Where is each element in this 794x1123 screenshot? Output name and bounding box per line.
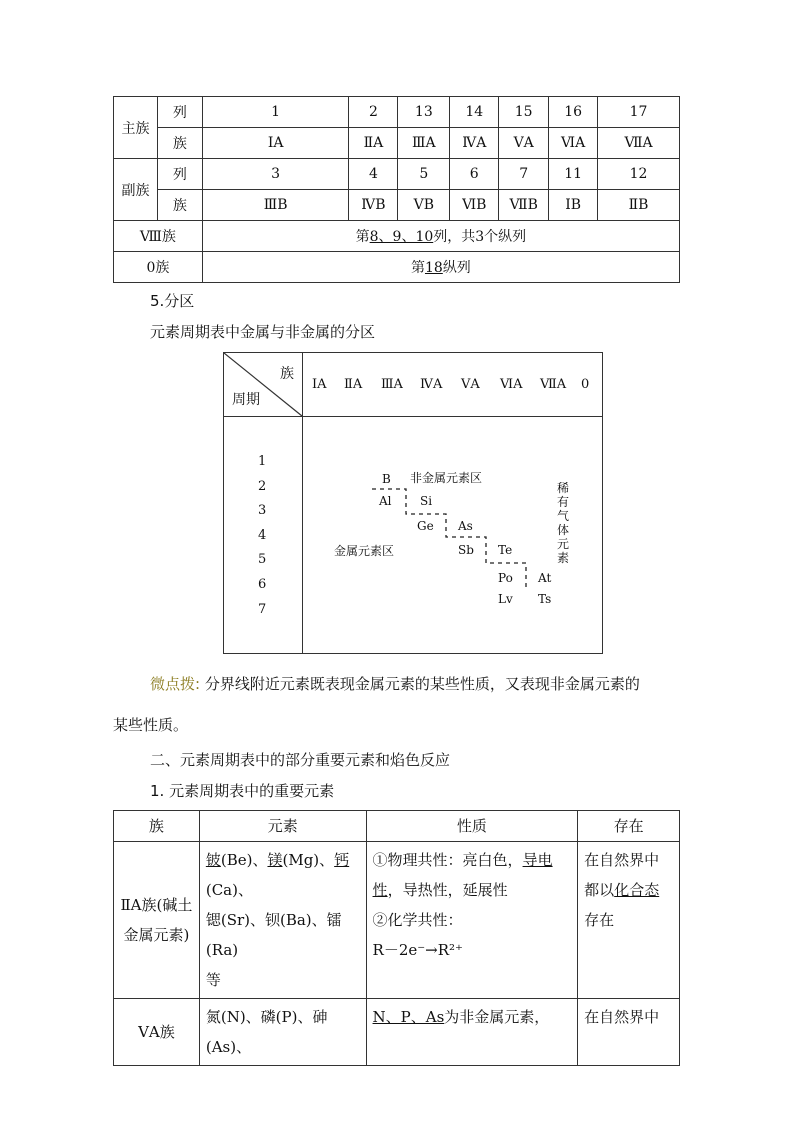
cell: ⅠA (202, 128, 349, 159)
cell: 5 (398, 159, 450, 190)
main-group-label: 主族 (114, 97, 158, 159)
properties-cell: N、P、As为非金属元素， (366, 999, 578, 1066)
zero-group-value: 第18纵列 (202, 252, 679, 283)
cell: ⅢB (202, 190, 349, 221)
cell: ⅢA (398, 128, 450, 159)
cell: ⅥA (549, 128, 598, 159)
elements-cell: 铍(Be)、镁(Mg)、钙(Ca)、 锶(Sr)、钡(Ba)、镭(Ra) 等 (199, 842, 366, 999)
header-cell: 族 (114, 811, 200, 842)
cell: ⅠB (549, 190, 598, 221)
cell: 15 (499, 97, 549, 128)
element-symbol: B (382, 472, 391, 486)
cell: ⅤB (398, 190, 450, 221)
elements-table (113, 810, 680, 1066)
group-heading: ⅠA (312, 377, 327, 392)
element-symbol: Ts (538, 592, 552, 606)
sub-group-label: 副族 (114, 159, 158, 221)
group-heading: ⅥA (500, 377, 523, 392)
viii-group-value: 第8、9、10列，共3个纵列 (202, 221, 679, 252)
cell: 6 (450, 159, 499, 190)
period-number: 6 (258, 577, 267, 592)
section-heading: 二、元素周期表中的部分重要元素和焰色反应 (150, 751, 451, 769)
group-label: 族 (157, 190, 202, 221)
element-symbol: Sb (458, 543, 474, 557)
group-cell: ⅤA族 (114, 999, 200, 1066)
element-symbol: Po (498, 571, 513, 585)
zero-group-label: 0族 (114, 252, 203, 283)
period-number: 1 (258, 454, 267, 469)
cell: ⅥB (450, 190, 499, 221)
cell: ⅣA (450, 128, 499, 159)
header-cell: 存在 (578, 811, 680, 842)
section-intro: 元素周期表中金属与非金属的分区 (150, 323, 376, 341)
properties-cell: ①物理共性：亮白色，导电 性，导热性，延展性 ②化学共性： R－2e⁻→R²⁺ (366, 842, 578, 999)
element-symbol: Si (420, 494, 433, 508)
cell: 16 (549, 97, 598, 128)
cell: 17 (598, 97, 680, 128)
cell: ⅡA (349, 128, 398, 159)
cell: 3 (202, 159, 349, 190)
group-heading: ⅡA (344, 377, 363, 392)
section-heading: 5.分区 (150, 292, 195, 310)
cell: ⅤA (499, 128, 549, 159)
cell: 4 (349, 159, 398, 190)
tip-line2: 某些性质。 (113, 716, 189, 734)
group-cell: ⅡA族(碱土金属元素) (114, 842, 200, 999)
tip-line1: 微点拨: 分界线附近元素既表现金属元素的某些性质，又表现非金属元素的 (150, 675, 640, 693)
group-heading: 0 (581, 377, 590, 392)
col-label: 列 (157, 97, 202, 128)
partition-figure (223, 352, 603, 654)
cell: 7 (499, 159, 549, 190)
group-column-table (113, 96, 680, 283)
header-cell: 元素 (199, 811, 366, 842)
period-number: 4 (258, 528, 267, 543)
period-number: 7 (258, 602, 267, 617)
element-symbol: Te (498, 543, 513, 557)
cell: 11 (549, 159, 598, 190)
cell: ⅦB (499, 190, 549, 221)
element-symbol: Ge (417, 519, 434, 533)
period-number: 3 (258, 503, 267, 518)
period-number: 5 (258, 552, 267, 567)
viii-group-label: Ⅷ族 (114, 221, 203, 252)
cell: ⅣB (349, 190, 398, 221)
group-label: 族 (157, 128, 202, 159)
cell: 14 (450, 97, 499, 128)
col-label: 列 (157, 159, 202, 190)
cell: ⅡB (598, 190, 680, 221)
cell: 1 (202, 97, 349, 128)
corner-group-label: 族 (280, 366, 294, 382)
cell: ⅦA (598, 128, 680, 159)
group-heading: ⅤA (461, 377, 480, 392)
group-heading: ⅦA (540, 377, 567, 392)
noble-gas-label: 稀有气体元素 (557, 481, 570, 565)
existence-cell: 在自然界中 都以化合态 存在 (578, 842, 680, 999)
cell: 2 (349, 97, 398, 128)
corner-period-label: 周期 (232, 392, 260, 408)
cell: 12 (598, 159, 680, 190)
period-number: 2 (258, 479, 267, 494)
element-symbol: As (458, 519, 473, 533)
element-symbol: At (538, 571, 552, 585)
elements-cell: 氮(N)、磷(P)、砷(As)、 (199, 999, 366, 1066)
existence-cell: 在自然界中 (578, 999, 680, 1066)
cell: 13 (398, 97, 450, 128)
element-symbol: Al (379, 494, 392, 508)
section-subheading: 1. 元素周期表中的重要元素 (150, 782, 335, 800)
header-cell: 性质 (366, 811, 578, 842)
metal-region-label: 金属元素区 (334, 544, 395, 558)
nonmetal-region-label: 非金属元素区 (410, 471, 483, 485)
tip-label: 微点拨: (150, 675, 201, 693)
group-heading: ⅢA (381, 377, 403, 392)
group-heading: ⅣA (420, 377, 443, 392)
element-symbol: Lv (498, 592, 513, 606)
